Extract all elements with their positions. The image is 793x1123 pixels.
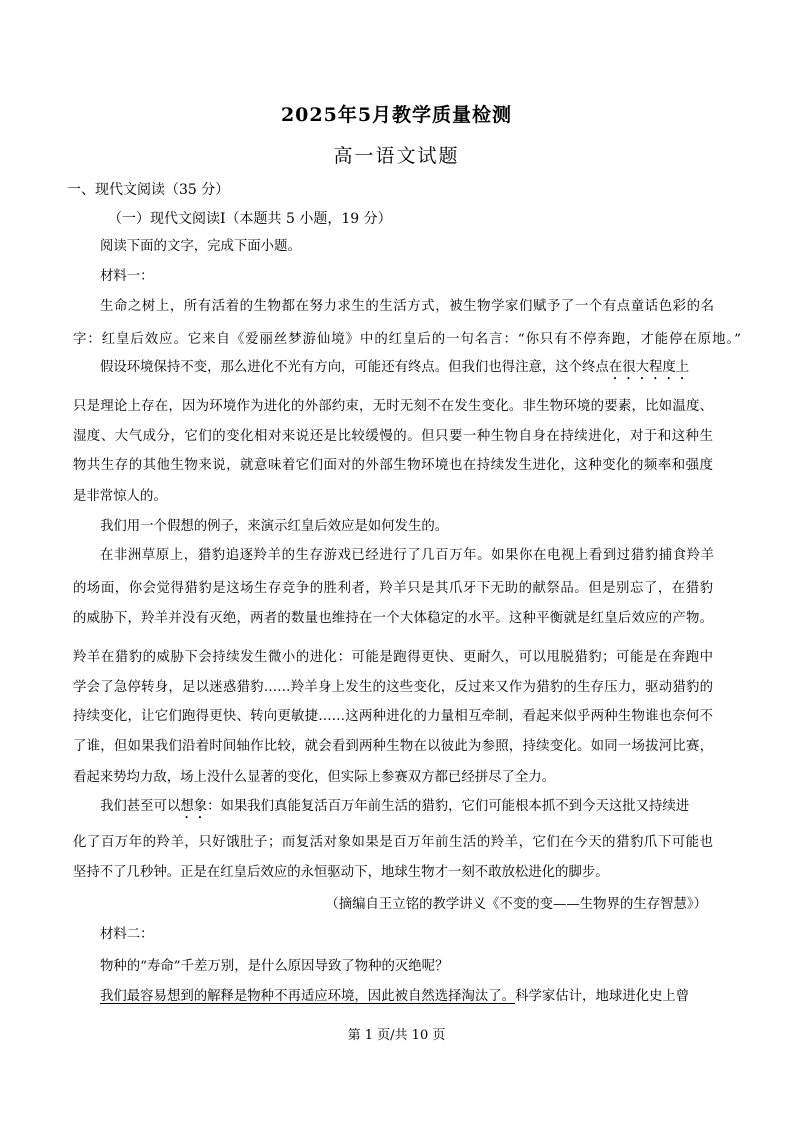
- material-1-line: 只是理论上存在，因为环境作为进化的外部约束，无时无刻不在发生变化。非生物环境的要素，比如温度、: [73, 399, 713, 414]
- material-1-line: 化了百万年的羚羊，只好饿肚子；而复活对象如果是百万年前生活的羚羊，它们在今天的猎豹爪下可能也: [73, 835, 713, 850]
- material-1-line: 物共生存的其他生物来说，就意味着它们面对的外部生物环境也在持续发生进化，这种变化的频率和强度: [73, 458, 713, 473]
- material-1-line: [100, 798, 689, 822]
- material-1-line: 学会了急停转身，足以迷惑猎豹……羚羊身上发生的这些变化，反过来又作为猎豹的生存压力，驱动猎豹的: [73, 680, 713, 695]
- material-1-line: [100, 359, 689, 383]
- material-1-line: 生命之树上，所有活着的生物都在努力求生的生活方式，被生物学家们赋予了一个有点童话色彩的名: [100, 299, 714, 314]
- exam-title: 2025年5月教学质量检测: [280, 104, 513, 126]
- material-1-line: 的场面，你会觉得猎豹是这场生存竞争的胜利者，羚羊只是其爪牙下无助的献祭品。但是别忘了，在猎豹: [73, 581, 713, 596]
- instruction-text: 阅读下面的文字，完成下面小题。: [100, 239, 301, 254]
- material-2-line: [100, 988, 689, 1006]
- material-1-label: 材料一：: [100, 269, 154, 284]
- emphasized-word: 想象: [180, 799, 208, 814]
- material-1-line: 了谁，但如果我们沿着时间轴作比较，就会看到两种生物在以彼此为参照，持续变化。如同一场拔河比赛，: [73, 739, 713, 754]
- material-1-text: 假设环境保持不变，那么进化不光有方向，可能还有终点。但我们也得注意，这个终点: [100, 360, 609, 375]
- exam-subtitle: 高一语文试题: [333, 145, 460, 167]
- material-1-line: 看起来势均力敌，场上没什么显著的变化，但实际上参赛双方都已经拼尽了全力。: [73, 770, 556, 785]
- material-1-source: （摘编自王立铭的教学讲义《不变的变——生物界的生存智慧》）: [325, 897, 707, 912]
- section-heading: 一、现代文阅读（35 分）: [67, 182, 230, 198]
- subsection-heading: （一）现代文阅读Ⅰ（本题共 5 小题，19 分）: [108, 211, 392, 227]
- page-footer: 第 1 页/共 10 页: [347, 1028, 446, 1043]
- material-2-label: 材料二：: [100, 927, 154, 942]
- material-2-line: 物种的“寿命”千差万别，是什么原因导致了物种的灭绝呢？: [100, 959, 449, 974]
- underlined-sentence: 我们最容易想到的解释是物种不再适应环境，因此被自然选择淘汰了。: [100, 989, 516, 1004]
- material-1-line: 持续变化，让它们跑得更快、转向更敏捷……这两种进化的力量相互牵制，看起来似乎两种生物谁也奈何不: [73, 709, 713, 724]
- material-1-line: 是非常惊人的。: [73, 489, 167, 504]
- material-2-text: 科学家估计，地球进化史上曾: [515, 989, 690, 1004]
- material-1-line: 湿度、大气成分，它们的变化相对来说还是比较缓慢的。但只要一种生物自身在持续进化，对于和这种生: [73, 429, 713, 444]
- material-1-text: 我们甚至可以: [100, 799, 181, 814]
- material-1-line: 的威胁下，羚羊并没有灭绝，两者的数量也维持在一个大体稳定的水平。这种平衡就是红皇后效应的产物。: [73, 611, 713, 626]
- material-1-line: 坚持不了几秒钟。正是在红皇后效应的永恒驱动下，地球生物才一刻不敢放松进化的脚步。: [73, 865, 609, 880]
- material-1-text: ：如果我们真能复活百万年前生活的猎豹，它们可能根本抓不到今天这批又持续进: [207, 799, 690, 814]
- material-1-line: 在非洲草原上，猎豹追逐羚羊的生存游戏已经进行了几百万年。如果你在电视上看到过猎豹捕食羚羊: [100, 548, 714, 563]
- material-1-line: 羚羊在猎豹的威胁下会持续发生微小的进化：可能是跑得更快、更耐久，可以甩脱猎豹；可能是在奔跑中: [73, 650, 713, 665]
- material-1-line: 我们用一个假想的例子，来演示红皇后效应是如何发生的。: [100, 519, 449, 534]
- material-1-line: 字：红皇后效应。它来自《爱丽丝梦游仙境》中的红皇后的一句名言：“你只有不停奔跑，才能停在原地。”: [73, 332, 741, 347]
- emphasized-phrase: 在很大程度上: [608, 360, 690, 375]
